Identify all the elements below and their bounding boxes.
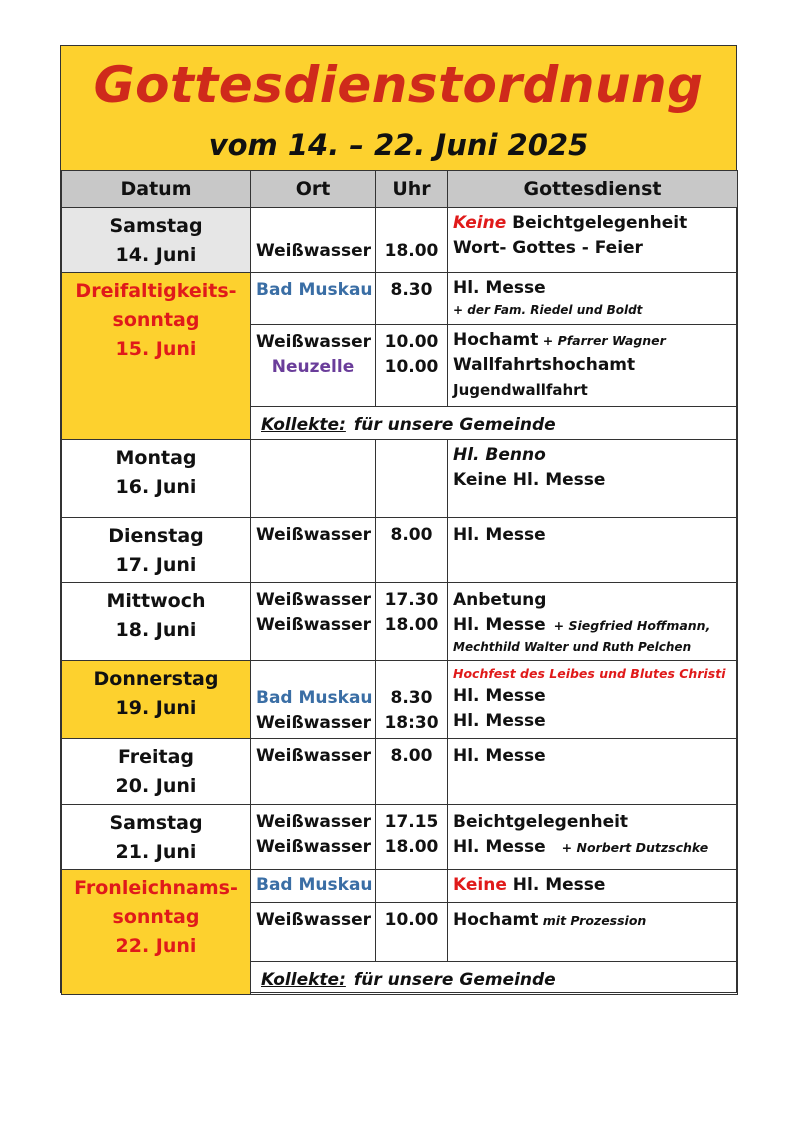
service-label: Hl. Messe: [453, 525, 546, 545]
table-row: [62, 518, 738, 583]
schedule-sheet: [60, 45, 737, 993]
service-label: Hl. Messe: [453, 837, 546, 857]
date-cell: [62, 273, 251, 440]
time-cell: [376, 518, 448, 583]
table-row: [62, 273, 738, 325]
day-label: Donnerstag: [93, 668, 219, 690]
time-label: 10.00: [384, 357, 439, 377]
date-label: 16. Juni: [115, 476, 197, 498]
day-label: Dreifaltigkeits-: [75, 280, 237, 302]
service-label: Hochamt: [453, 910, 539, 930]
keine-label: Keine: [453, 213, 507, 233]
table-header-row: [62, 171, 738, 208]
place-label: Weißwasser: [256, 713, 372, 733]
service-label: Hl. Messe: [453, 686, 546, 706]
time-cell: [376, 273, 448, 325]
place-label: Weißwasser: [256, 910, 372, 930]
intention-note: + Pfarrer Wagner: [538, 333, 666, 348]
date-cell: [62, 739, 251, 805]
day-label: Samstag: [109, 812, 203, 834]
day-label: Fronleichnams-: [74, 877, 238, 899]
col-header-datum: Datum: [62, 171, 251, 208]
service-label: Hl. Messe: [453, 746, 546, 766]
table-row: [62, 208, 738, 273]
day-label: Mittwoch: [106, 590, 206, 612]
place-cell: [251, 805, 376, 870]
schedule-table: [61, 170, 738, 995]
page-title: Gottesdienstordnung: [93, 56, 704, 114]
service-label: Hl. Messe: [506, 875, 606, 895]
service-cell: [448, 273, 738, 325]
time-cell: [376, 208, 448, 273]
date-cell: [62, 661, 251, 739]
table-row: [62, 739, 738, 805]
place-cell: [251, 583, 376, 661]
intention-note: + Siegfried Hoffmann,: [553, 618, 711, 633]
time-cell: [376, 325, 448, 407]
collection-text: für unsere Gemeinde: [353, 970, 556, 990]
service-label: Hl. Messe: [453, 711, 546, 731]
service-cell: [448, 208, 738, 273]
time-cell: [376, 440, 448, 518]
place-label: Weißwasser: [256, 241, 372, 261]
place-label: Weißwasser: [256, 525, 372, 545]
day-label: Samstag: [109, 215, 203, 237]
place-label: Bad Muskau: [256, 875, 373, 895]
place-label: Weißwasser: [256, 812, 372, 832]
place-cell: [251, 325, 376, 407]
keine-label: Keine: [453, 875, 507, 895]
service-label: Wallfahrtshochamt: [453, 355, 636, 375]
date-label: 17. Juni: [115, 554, 197, 576]
service-cell: [448, 518, 738, 583]
service-cell: [448, 440, 738, 518]
date-label: 21. Juni: [115, 841, 197, 863]
date-label: 22. Juni: [115, 935, 197, 957]
time-label: 17.15: [384, 812, 439, 832]
intention-note: mit Prozession: [538, 913, 647, 928]
col-header-gottesdienst: Gottesdienst: [448, 171, 738, 208]
time-cell: [376, 870, 448, 903]
time-label: 8.30: [390, 688, 433, 708]
header-banner: [61, 46, 736, 171]
day-label: Montag: [115, 447, 197, 469]
place-label: Neuzelle: [271, 357, 355, 377]
table-row: [62, 805, 738, 870]
place-label: Weißwasser: [256, 615, 372, 635]
service-cell: [448, 739, 738, 805]
collection-cell: [251, 407, 738, 440]
date-cell: [62, 870, 251, 995]
day-label: sonntag: [112, 309, 200, 331]
page-subtitle: vom 14. – 22. Juni 2025: [208, 128, 589, 162]
service-label: Jugendwallfahrt: [453, 381, 588, 399]
date-cell: [62, 583, 251, 661]
place-label: Bad Muskau: [256, 280, 373, 300]
time-label: 18.00: [384, 837, 439, 857]
time-label: 8.30: [390, 280, 433, 300]
place-cell: [251, 208, 376, 273]
place-cell: [251, 870, 376, 903]
place-label: Bad Muskau: [256, 688, 373, 708]
place-label: Weißwasser: [256, 746, 372, 766]
time-cell: [376, 739, 448, 805]
date-cell: [62, 440, 251, 518]
place-cell: [251, 440, 376, 518]
collection-label: Kollekte:: [261, 970, 346, 990]
date-cell: [62, 518, 251, 583]
time-label: 18:30: [384, 713, 439, 733]
time-label: 8.00: [390, 746, 433, 766]
time-label: 8.00: [390, 525, 433, 545]
day-label: sonntag: [112, 906, 200, 928]
service-cell: [448, 903, 738, 962]
place-label: Weißwasser: [256, 837, 372, 857]
intention-note: Mechthild Walter und Ruth Pelchen: [453, 640, 692, 654]
time-label: 10.00: [384, 332, 439, 352]
table-row: [62, 661, 738, 739]
col-header-ort: Ort: [251, 171, 376, 208]
saint-label: Hl. Benno: [453, 445, 546, 465]
place-cell: [251, 518, 376, 583]
service-label: Beichtgelegenheit: [506, 213, 688, 233]
place-cell: [251, 739, 376, 805]
service-cell: [448, 870, 738, 903]
intention-note: + der Fam. Riedel und Boldt: [453, 303, 643, 317]
collection-cell: [251, 962, 738, 995]
place-cell: [251, 903, 376, 962]
date-label: 14. Juni: [115, 244, 197, 266]
place-label: Weißwasser: [256, 590, 372, 610]
collection-label: Kollekte:: [261, 415, 346, 435]
col-header-uhr: Uhr: [376, 171, 448, 208]
date-label: 20. Juni: [115, 775, 197, 797]
time-cell: [376, 583, 448, 661]
intention-note: + Norbert Dutzschke: [561, 840, 709, 855]
service-cell: [448, 661, 738, 739]
day-label: Freitag: [117, 746, 195, 768]
time-label: 18.00: [384, 241, 439, 261]
service-label: Anbetung: [453, 590, 547, 610]
service-label: Hochamt: [453, 330, 539, 350]
table-row: [62, 870, 738, 903]
table-row: [62, 583, 738, 661]
time-cell: [376, 903, 448, 962]
place-cell: [251, 661, 376, 739]
time-cell: [376, 661, 448, 739]
time-label: 10.00: [384, 910, 439, 930]
service-label: Wort- Gottes - Feier: [453, 238, 643, 258]
date-cell: [62, 208, 251, 273]
date-label: 15. Juni: [115, 338, 197, 360]
place-cell: [251, 273, 376, 325]
service-label: Hl. Messe: [453, 278, 546, 298]
time-label: 17.30: [384, 590, 439, 610]
service-label: Hl. Messe: [453, 615, 546, 635]
day-label: Dienstag: [108, 525, 204, 547]
time-label: 18.00: [384, 615, 439, 635]
date-label: 18. Juni: [115, 619, 197, 641]
service-label: Beichtgelegenheit: [453, 812, 629, 832]
collection-text: für unsere Gemeinde: [353, 415, 556, 435]
service-label: Keine Hl. Messe: [453, 470, 606, 490]
feast-label: Hochfest des Leibes und Blutes Christi: [453, 666, 726, 681]
service-cell: [448, 583, 738, 661]
time-cell: [376, 805, 448, 870]
place-label: Weißwasser: [256, 332, 372, 352]
service-cell: [448, 805, 738, 870]
service-cell: [448, 325, 738, 407]
date-cell: [62, 805, 251, 870]
table-row: [62, 440, 738, 518]
date-label: 19. Juni: [115, 697, 197, 719]
